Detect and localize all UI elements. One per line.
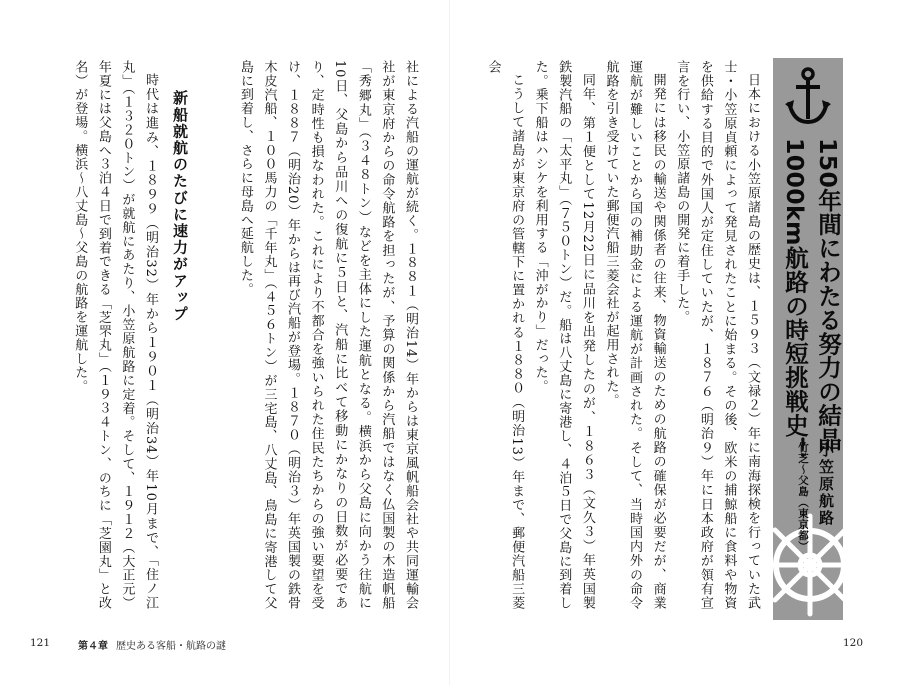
running-head — [78, 637, 226, 652]
right-paragraph-1: 日本における小笠原諸島の歴史は、１５９３（文禄２）年に南海探検を行っていた武士・小笠原貞頼によって発見されたことに始まる。その後、欧米の捕鯨船に食料や物資を供給する目的で外国人が定住していたが、１８７６（明治９）年に日本政府が領有宣言を行い、小笠原諸島の開発に着手した。 — [674, 60, 760, 610]
right-paragraph-3: 同年、第１便として12月22日に品川を出発したのが、１８６３（文久３）年英国製鉄製汽船の「太平丸」（７５０トン）だ。船は八丈島に寄港し、４泊５日で父島に到着した。乗下船はハシケを利用する「沖がかり」だった。 — [532, 60, 595, 610]
section-body-text — [24, 60, 162, 610]
right-paragraph-4: こうして諸島が東京府の管轄下に置かれる１８８０（明治13）年まで、郵便汽船三菱会 — [485, 60, 525, 610]
route-subtitle: 竹芝〜父島（東京都） — [797, 442, 809, 552]
page-number-left: 121 — [30, 637, 51, 649]
right-body-text — [485, 60, 764, 610]
section-paragraph: 時代は進み、１８９９（明治32）年から１９０１（明治34）年10月まで、「住ノ江丸」（１３２０トン）が就航にあたり、小笠原航路に定着。そして、１９１２（大正元）年夏には父島へ３泊４日で到着できる「芝罘丸」（１９３４トン、のちに「芝園丸」と改名）が登場。横浜〜八丈島〜父島の航路を運航した。 — [72, 60, 158, 610]
main-title-line-1: 150年間にわたる努力の結晶 — [814, 138, 842, 452]
route-title: 小笠原航路 — [817, 442, 835, 527]
page-number-right: 120 — [843, 637, 864, 649]
running-head-chapter: 第４章 — [78, 641, 108, 652]
title-band — [773, 58, 843, 620]
main-title-line-2: 1000km航路の時短挑戦史！ — [781, 138, 809, 462]
right-paragraph-2: 開発には移民の輸送や関係者の往来、物資輸送のための航路の確保が必要だが、商業運航が難しいことから国の補助金による運航が計画された。そして、当時国内外の命令航路を引き受けていた郵便汽船三菱会社が起用された。 — [603, 60, 666, 610]
anchor-icon — [785, 66, 831, 128]
section-heading: 新船就航のたびに速力がアップ — [171, 90, 189, 323]
continuation-paragraph: 社による汽船の運航が続く。１８８１（明治14）年からは東京風帆船会社や共同運輸会社が東京府からの命令航路を担ったが、予算の関係から汽船ではなく仏国製の木造帆船「秀郷丸」（３４８トン）などを主体にした運航となる。横浜から父島に向かう往航に10日、父島から品川への復航に５日と、汽船に比べて移動にかなりの日数が必要であり、定時性も損なわれた。これにより不都合を強いられた住民たちからの強い要望を受け、１８８７（明治20）年からは再び汽船が登場。１８７０（明治３）年英国製の鉄骨木皮汽船、１００馬力の「千年丸」（４５６トン）が三宅島、八丈島、鳥島に寄港して父島に到着し、さらに母島へ延航した。 — [237, 60, 418, 610]
running-head-title: 歴史ある客船・航路の謎 — [116, 641, 226, 652]
continuation-text — [237, 60, 422, 610]
